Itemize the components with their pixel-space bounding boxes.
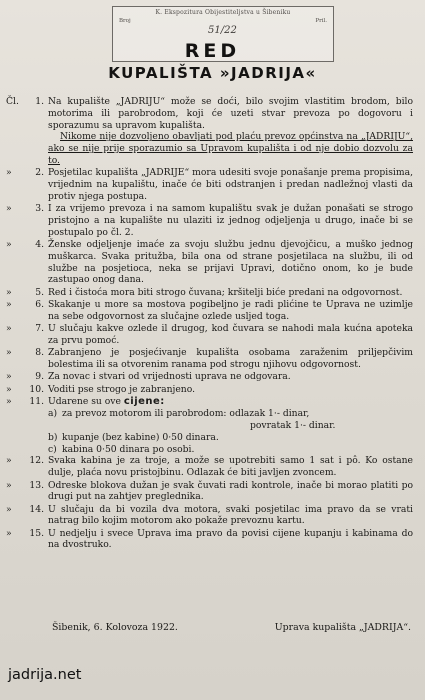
rule-text: Odreske blokova dužan je svak čuvati radi kontrole, inače bi morao platiti po drugi put na zahtjev preglednika. [48,479,413,503]
price-list [48,408,413,455]
price-text: za prevoz motorom ili parobrodom: odlazak 1·- dinar, [62,408,310,420]
rule-marker: Čl. [6,96,19,107]
rule-number: 12. [29,455,44,467]
rule-marker: » [6,503,12,515]
rule-number: 8. [35,347,44,359]
rule-item [6,384,413,396]
rules-list [6,96,413,552]
rule-item [6,167,413,202]
price-row [250,420,413,432]
rule-text: Posjetilac kupališta „JADRIJE“ mora udesiti svoje ponašanje prema propisima, vrijednim na kupalištu, inače će biti odstranjen i predan nadležnoj vlasti da protiv njega postupa. [48,167,413,202]
rule-number: 2. [35,167,44,179]
rule-text: Voditi pse strogo je zabranjeno. [48,383,195,395]
rule-number: 9. [35,371,44,383]
price-row [48,432,413,444]
rule-marker: » [6,299,12,311]
rule-item [6,455,413,479]
rule-text: Svaka kabina je za troje, a može se upotrebiti samo 1 sat i pô. Ko ostane dulje, plaća novu pristojbinu. Odlazak će biti javljen zvoncem. [48,455,413,479]
rule-item-prices [6,396,413,408]
rule-marker: » [6,479,12,491]
rule-text: U slučaju da bi vozila dva motora, svaki posjetilac ima pravo da se vrati natrag bilo kojim motorom ako pokaže prevoznu kartu. [48,503,413,527]
price-text: kabina 0·50 dinara po osobi. [62,443,195,455]
price-row [48,444,413,456]
signature: Uprava kupališta „JADRIJA“. [274,622,411,633]
rule-number: 6. [35,299,44,311]
rule-number: 5. [35,286,44,298]
rule-marker: » [6,383,12,395]
rule-number: 3. [35,203,44,215]
prices-intro: Udarene su ove [48,395,121,407]
price-text: kupanje (bez kabine) 0·50 dinara. [62,431,219,443]
rule-text: Skakanje u more sa mostova pogibeljno je radi plićine te Uprava ne uzimlje na sebe odgovornost za slučajne ozlede usljed toga. [48,299,413,322]
rule-item [6,480,413,504]
rule-marker: » [6,323,12,335]
stamp-label-attachment: Pril. [315,18,327,24]
rule-item [6,287,413,299]
rule-marker: » [6,167,12,179]
place-date: Šibenik, 6. Kolovoza 1922. [52,622,178,633]
rule-number: 11. [29,395,44,407]
rule-marker: » [6,455,12,467]
rule-text: Red i čistoća mora biti strogo čuvana; kršitelji biće predani na odgovornost. [48,286,403,298]
rule-number: 13. [29,479,44,491]
rule-text: U nedjelju i svece Uprava ima pravo da povisi cijene kupanju i kabinama do na dvostruko. [48,527,413,551]
price-label: c) [48,443,57,455]
rule-item [6,203,413,238]
rule-item [6,528,413,552]
rule-marker: » [6,286,12,298]
document-subtitle: KUPALIŠTA »JADRIJA« [108,64,317,82]
rule-number: 1. [35,96,44,107]
rule-marker: » [6,527,12,539]
document-title: RED [184,40,241,62]
document-footer [52,622,411,633]
rule-marker: » [6,239,12,251]
rule-marker: » [6,203,12,215]
stamp-label-number: Broj [119,18,131,24]
rule-text: Za novac i stvari od vrijednosti uprava ne odgovara. [48,371,291,383]
watermark-text: jadrija.net [8,667,82,683]
rule-text: I za vrijemo prevoza i na samom kupalištu svak je dužan ponašati se strogo pristojno a na kupalište nu ulaziti iz jednog odjeljenja u drugo, inače bi se postupalo po čl. 2. [48,203,413,238]
rule-marker: » [6,395,12,407]
stamp-office-line: K. Ekspozitura Obijestiteljstva u Šibeniku [155,9,291,16]
rule-text: Ženske odjeljenje imaće za svoju službu jednu djevojčicu, a muško jednog muškarca. Svaka pritužba, bila ona od strane posjetilaca na službu, ili od službe na posjetioca, neka se prijavi Upravi, dotično onom, ko je bude zastupao onog dana. [48,239,413,286]
rule-item [6,347,413,371]
rule-number: 10. [29,383,44,395]
rule-marker: » [6,371,12,383]
rule-text: U slučaju kakve ozlede il drugog, kod čuvara se nahodi mala kućna apoteka za prvu pomoć. [48,323,413,346]
rule-marker: » [6,347,12,359]
rule-number: 14. [29,503,44,515]
price-text: povratak 1·- dinar. [250,420,336,432]
rule-item [6,323,413,347]
rule-item [6,371,413,383]
rule-number: 15. [29,527,44,539]
price-row [48,408,413,420]
rule-number: 4. [35,239,44,251]
rule-number: 7. [35,323,44,335]
rule-text-underlined: Nikome nije dozvoljeno obavljati pod plaću prevoz općinstva na „JADRIJU“, ako se nije prije sporazumio sa Upravom kupališta i od nje dobio dozvolu za to. [48,131,413,166]
rule-text: Na kupalište „JADRIJU“ može se doći, bilo svojim vlastitim brodom, bilo motorima ili parobrodom, koji će uzeti stvar prevoza po dogovoru i sporazumu sa upravom kupališta. [48,96,413,131]
price-label: b) [48,431,58,443]
prices-heading: cijene: [123,395,165,407]
rule-item [6,504,413,528]
stamp-number: 51/22 [208,25,237,36]
rule-text: Zabranjeno je posjećivanje kupališta osobama zaraženim priljepčivim bolestima ili sa otvorenim ranama pod strogu njihovu odgovornost. [48,347,413,371]
rule-item [6,299,413,323]
rule-item [6,96,413,167]
rule-item [6,239,413,286]
price-label: a) [48,408,58,420]
